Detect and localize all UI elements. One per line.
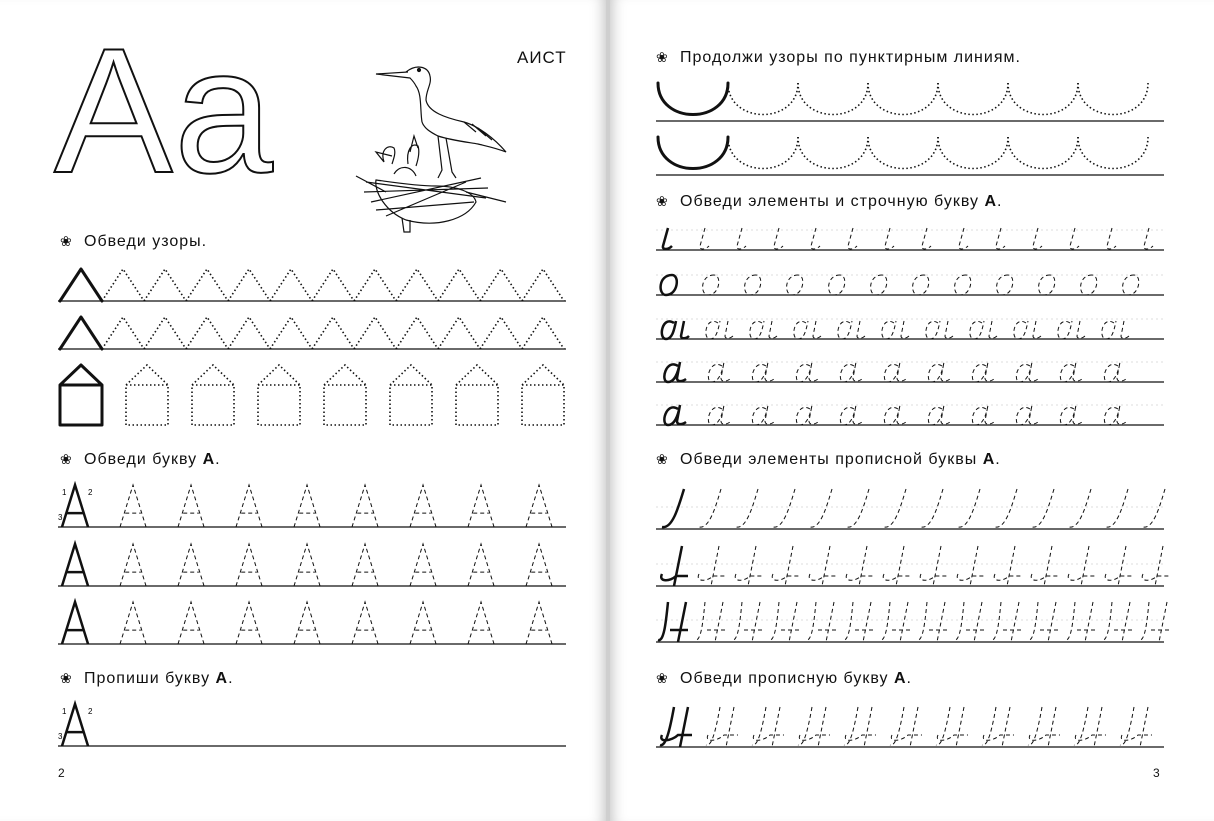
- stroke-number: 2: [88, 707, 93, 716]
- left-page: [0, 0, 606, 821]
- stroke-number: 3: [58, 513, 63, 522]
- task-trace-uppercase-elements: ❀ Обведи элементы прописной буквы А.: [656, 451, 1001, 468]
- letter-a-write-row: [0, 0, 606, 821]
- page-number-right: 3: [1153, 766, 1160, 780]
- uppercase-a-dashed: [1120, 707, 1152, 747]
- uppercase-a-dashed: [706, 707, 738, 747]
- task-trace-letter: ❀ Обведи букву А.: [60, 451, 221, 468]
- uppercase-a-trace-row: [610, 0, 1214, 821]
- stroke-number: 3: [58, 732, 63, 741]
- task-write-letter: ❀ Пропиши букву А.: [60, 670, 234, 687]
- flower-icon: ❀: [656, 451, 669, 467]
- stroke-number: 2: [88, 488, 93, 497]
- flower-icon: ❀: [656, 193, 669, 209]
- svg-text:a: a: [174, 11, 273, 210]
- stroke-number: 1: [62, 707, 67, 716]
- uppercase-a-dashed: [844, 707, 876, 747]
- uppercase-a-dashed: [982, 707, 1014, 747]
- uppercase-a-dashed: [1074, 707, 1106, 747]
- flower-icon: ❀: [60, 233, 73, 249]
- word-label: АИСТ: [517, 48, 567, 67]
- flower-icon: ❀: [60, 451, 73, 467]
- uppercase-a-dashed: [752, 707, 784, 747]
- svg-text:A: A: [54, 11, 173, 210]
- flower-icon: ❀: [656, 49, 669, 65]
- flower-icon: ❀: [60, 670, 73, 686]
- uppercase-a-dashed: [1028, 707, 1060, 747]
- uppercase-a-dashed: [936, 707, 968, 747]
- page-number-left: 2: [58, 766, 65, 780]
- task-continue-patterns: ❀ Продолжи узоры по пунктирным линиям.: [656, 49, 1021, 66]
- stroke-number: 1: [62, 488, 67, 497]
- flower-icon: ❀: [656, 670, 669, 686]
- uppercase-a-dashed: [798, 707, 830, 747]
- uppercase-a-dashed: [890, 707, 922, 747]
- task-trace-uppercase: ❀ Обведи прописную букву А.: [656, 670, 912, 687]
- task-trace-lowercase: ❀ Обведи элементы и строчную букву А.: [656, 193, 1003, 210]
- right-page: [610, 0, 1214, 821]
- task-trace-patterns: ❀ Обведи узоры.: [60, 233, 208, 250]
- uppercase-a-sample: [660, 707, 692, 747]
